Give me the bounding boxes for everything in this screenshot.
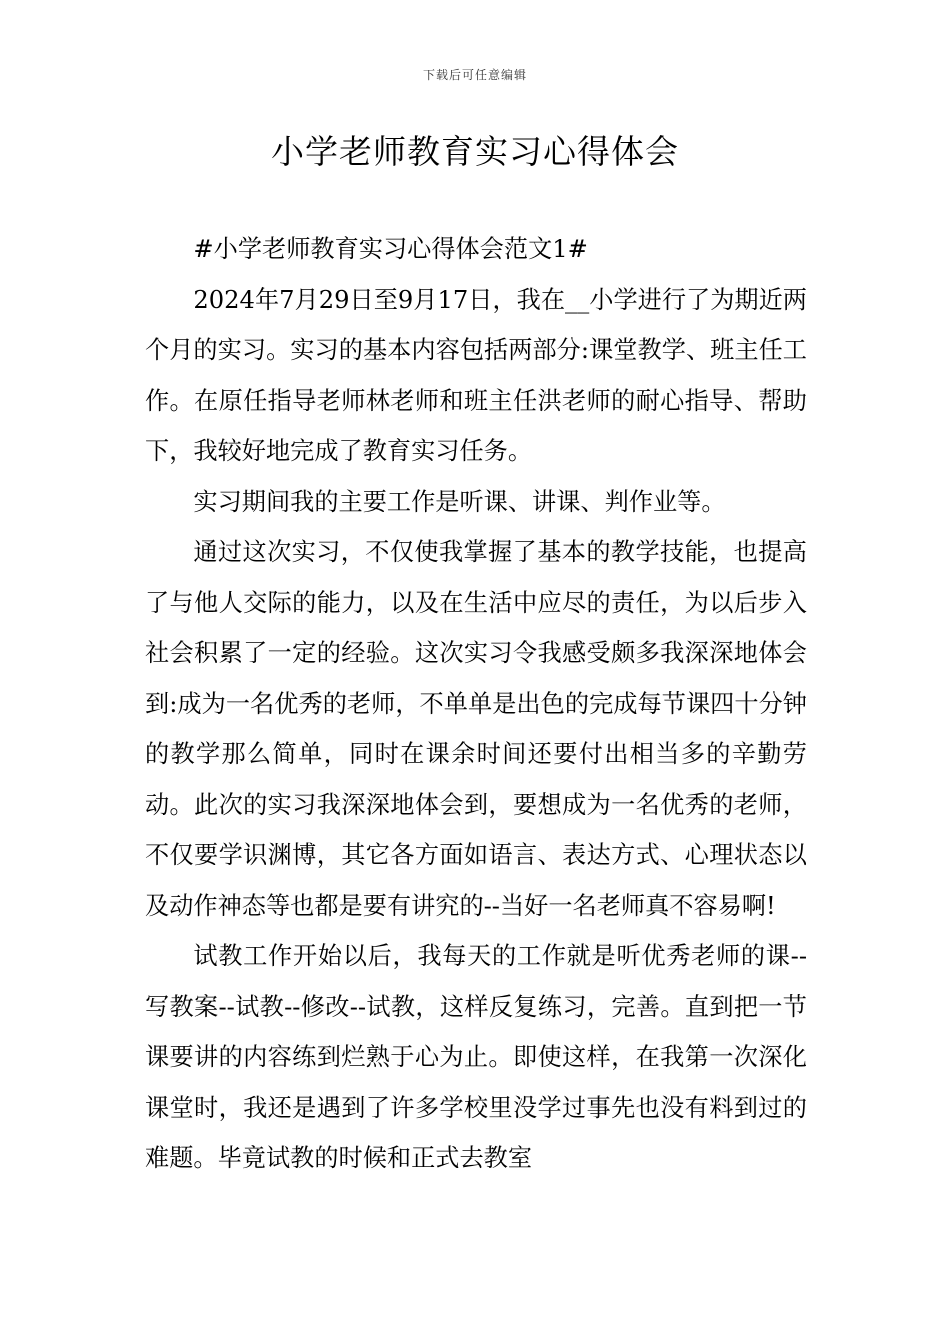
paragraph: 实习期间我的主要工作是听课、讲课、判作业等。 xyxy=(193,487,726,516)
paragraph: #小学老师教育实习心得体会范文1# xyxy=(193,235,588,263)
header-note: 下载后可任意编辑 xyxy=(422,68,527,82)
document-body xyxy=(145,224,807,1184)
paragraph: 试教工作开始以后，我每天的工作就是听优秀老师的课--写教案--试教--修改--试教，这样反复练习，完善。直到把一节课要讲的内容练到烂熟于心为止。即使这样，在我第一次深化课堂时，我还是遇到了许多学校里没学过事先也没有料到过的难题。毕竟试教的时候和正式去教室 xyxy=(145,942,807,1172)
document-title: 小学老师教育实习心得体会 xyxy=(271,132,679,171)
paragraph: 2024年7月29日至9月17日，我在__小学进行了为期近两个月的实习。实习的基本内容包括两部分:课堂教学、班主任工作。在原任指导老师林老师和班主任洪老师的耐心指导、帮助下，我较好地完成了教育实习任务。 xyxy=(145,285,807,465)
paragraph: 通过这次实习，不仅使我掌握了基本的教学技能，也提高了与他人交际的能力，以及在生活中应尽的责任，为以后步入社会积累了一定的经验。这次实习令我感受颇多我深深地体会到:成为一名优秀的老师，不单单是出色的完成每节课四十分钟的教学那么简单，同时在课余时间还要付出相当多的辛勤劳动。此次的实习我深深地体会到，要想成为一名优秀的老师，不仅要学识渊博，其它各方面如语言、表达方式、心理状态以及动作神态等也都是要有讲究的--当好一名老师真不容易啊! xyxy=(145,538,807,920)
